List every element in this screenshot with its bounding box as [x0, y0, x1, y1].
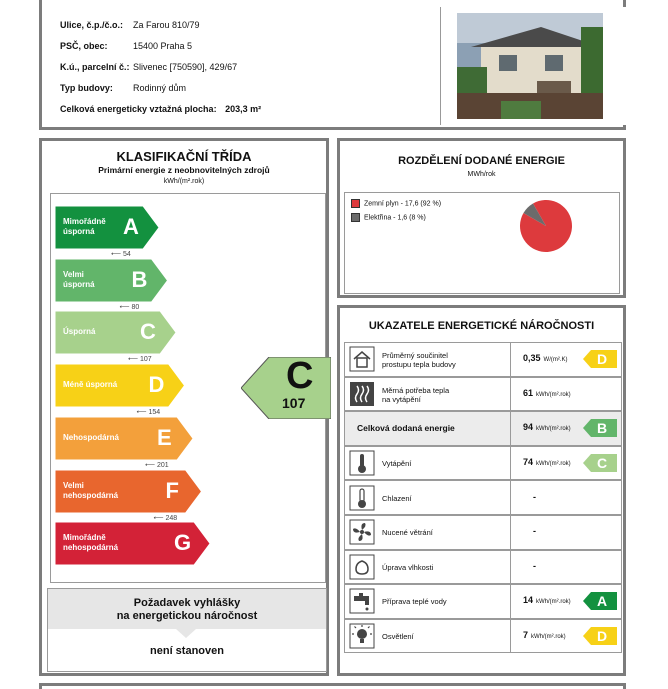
- class-badge: [583, 419, 617, 437]
- class-bar-label-line1: Mimořádně: [63, 533, 106, 543]
- indicator-row: [344, 619, 622, 654]
- result-class-value: 107: [282, 395, 306, 411]
- class-bar-label-line1: Nehospodárná: [63, 432, 120, 442]
- class-threshold-value: 54: [122, 251, 131, 258]
- distribution-chart-box: [344, 192, 620, 294]
- legend-swatch-electricity: [351, 213, 360, 222]
- indicator-label-line1: Průměrný součinitel: [382, 351, 448, 361]
- indicator-value-cell: [510, 378, 623, 411]
- requirement-pointer: [176, 629, 196, 638]
- energy-indicators-panel: [337, 305, 626, 676]
- indicator-label-line1: Chlazení: [382, 493, 412, 503]
- indicator-label: [382, 632, 414, 641]
- class-badge-letter: A: [597, 593, 608, 610]
- requirement-line1: Požadavek vyhlášky: [133, 597, 241, 609]
- indicator-number: 74: [523, 457, 534, 468]
- indicator-label-line1: Úprava vlhkosti: [382, 562, 434, 572]
- building-type-label: Typ budovy:: [60, 83, 113, 93]
- indicator-value: [523, 457, 571, 467]
- class-bar-g: [55, 522, 210, 565]
- indicator-unit: kWh/(m².rok): [536, 599, 571, 606]
- indicator-unit: kWh/(m².rok): [536, 461, 571, 468]
- indicator-label: [382, 528, 433, 537]
- class-bar-label-line2: nehospodárná: [63, 490, 119, 500]
- requirement-value: není stanoven: [150, 645, 224, 657]
- indicator-value: [523, 630, 566, 640]
- class-bar-label-line1: Méně úsporná: [63, 380, 118, 390]
- indicator-number: 7: [523, 630, 529, 641]
- indicator-number: 14: [523, 595, 534, 606]
- indicator-label-line2: prostupu tepla budovy: [382, 360, 456, 370]
- class-badge: [583, 627, 617, 645]
- class-bar-label: [63, 270, 95, 290]
- class-bar-label-line1: Mimořádně: [63, 217, 106, 226]
- class-threshold-value: 80: [131, 303, 140, 311]
- class-badge: [583, 350, 617, 368]
- indicator-unit: W/(m².K): [543, 357, 568, 364]
- class-bar-a: [55, 206, 159, 249]
- area-value: 203,3 m²: [225, 104, 262, 114]
- indicator-unit: kWh/(m².rok): [536, 426, 571, 433]
- lightbulb-icon: [349, 623, 375, 649]
- class-bar-letter: B: [131, 266, 148, 292]
- class-threshold: [128, 355, 152, 363]
- class-bar-f: [55, 470, 202, 513]
- distribution-unit: MWh/rok: [467, 171, 496, 178]
- class-bar-letter: A: [123, 214, 139, 239]
- indicator-label-line1: Celková dodaná energie: [357, 423, 455, 434]
- class-bar-label: [63, 217, 106, 237]
- class-threshold-value: 154: [148, 409, 161, 417]
- threshold-arrow-icon: ⟵: [153, 514, 166, 522]
- indicator-row: [344, 377, 622, 412]
- class-bar-e: [55, 417, 193, 460]
- class-bar-label-line2: úsporná: [63, 227, 95, 236]
- zip-value: 15400 Praha 5: [133, 41, 193, 51]
- requirement-line2: na energetickou náročnost: [116, 610, 258, 622]
- indicator-row: [344, 515, 622, 550]
- result-class-letter: C: [286, 355, 314, 397]
- energy-class-scale: [50, 193, 326, 583]
- indicator-number: -: [533, 491, 536, 502]
- class-bar-c: [55, 311, 176, 354]
- classification-panel: [39, 138, 329, 676]
- legend-item-electricity: [351, 213, 426, 222]
- class-threshold: [120, 303, 140, 311]
- indicator-label: [382, 459, 411, 468]
- threshold-arrow-icon: ⟵: [145, 461, 157, 469]
- building-photo: [440, 7, 626, 125]
- class-badge: [583, 454, 617, 472]
- indicators-title: UKAZATELE ENERGETICKÉ NÁROČNOSTI: [368, 320, 595, 332]
- indicator-value-cell: [510, 481, 623, 514]
- thermometer-cooling-icon: [349, 485, 375, 511]
- indicator-number: 0,35: [523, 353, 541, 364]
- distribution-pie-chart: [516, 196, 576, 256]
- class-threshold-value: 248: [165, 514, 178, 522]
- humidity-icon: [349, 554, 375, 580]
- class-bar-label: [63, 533, 118, 553]
- indicator-value: [523, 595, 571, 605]
- indicator-label-line1: Osvětlení: [382, 632, 414, 642]
- next-section-frame: [39, 683, 626, 689]
- address-row: [60, 20, 123, 30]
- indicator-value: [523, 422, 571, 432]
- indicator-value: [523, 388, 571, 398]
- indicator-value-cell: [510, 343, 623, 376]
- indicator-row: [344, 446, 622, 481]
- indicator-label: [382, 351, 456, 369]
- class-bar-label-line2: nehospodárná: [63, 543, 119, 553]
- address-value: Za Farou 810/79: [133, 20, 200, 30]
- indicator-label: [382, 563, 433, 572]
- indicator-label-line1: Vytápění: [382, 459, 412, 469]
- class-bar-label: [63, 481, 118, 501]
- indicator-value-cell: [510, 620, 623, 653]
- indicator-value: [533, 561, 536, 571]
- indicator-value-cell: [510, 585, 623, 618]
- indicator-value-cell: [510, 551, 623, 584]
- classification-subtitle: Primární energie z neobnovitelných zdrojů: [98, 165, 270, 175]
- class-threshold-value: 201: [156, 461, 169, 469]
- distribution-title: ROZDĚLENÍ DODANÉ ENERGIE: [398, 155, 565, 167]
- class-bar-letter: D: [148, 372, 165, 398]
- indicator-value: [533, 526, 536, 536]
- indicator-value-cell: [510, 412, 623, 445]
- indicator-value-cell: [510, 516, 623, 549]
- legend-item-gas: [351, 199, 441, 208]
- class-bar-d: [55, 364, 185, 407]
- legend-label-gas: Zemní plyn - 17,6 (92 %): [364, 200, 442, 208]
- zip-label: PSČ, obec:: [60, 41, 108, 51]
- class-threshold: [145, 461, 169, 469]
- class-bar-b: [55, 259, 168, 302]
- area-row: [60, 104, 261, 114]
- class-threshold: [111, 250, 131, 258]
- threshold-arrow-icon: ⟵: [128, 356, 140, 364]
- legend-label-electricity: Elektřina - 1,6 (8 %): [364, 214, 426, 222]
- class-threshold-value: 107: [139, 356, 152, 364]
- class-bar-label-line1: Velmi: [63, 269, 84, 279]
- indicator-number: 61: [523, 387, 534, 398]
- indicator-unit: kWh/(m².rok): [531, 634, 566, 641]
- legend-swatch-gas: [351, 199, 360, 208]
- indicator-label: [382, 386, 449, 404]
- indicator-row: [344, 342, 622, 377]
- class-badge-letter: D: [597, 628, 608, 645]
- indicator-row: [344, 480, 622, 515]
- address-label: Ulice, č.p./č.o.:: [60, 20, 124, 30]
- class-badge: [583, 592, 617, 610]
- indicator-label: [357, 424, 455, 433]
- class-bar-letter: G: [174, 530, 192, 556]
- class-badge-letter: D: [597, 351, 608, 368]
- classification-unit: kWh/(m².rok): [163, 178, 205, 185]
- requirement-heading: [48, 589, 326, 629]
- threshold-arrow-icon: ⟵: [119, 303, 132, 311]
- threshold-arrow-icon: ⟵: [111, 251, 123, 258]
- indicator-row: [344, 411, 622, 446]
- class-bar-label: [63, 327, 95, 337]
- indicator-label-line1: Měrná potřeba tepla: [382, 385, 450, 395]
- indicator-label-line1: Nucené větrání: [382, 528, 433, 538]
- indicator-number: 94: [523, 422, 534, 433]
- indicator-value: [523, 353, 568, 363]
- class-bar-letter: C: [140, 319, 156, 345]
- result-class-indicator: [241, 357, 331, 419]
- requirement-box: [47, 588, 327, 672]
- faucet-icon: [349, 588, 375, 614]
- indicator-label: [382, 597, 447, 606]
- indicator-number: -: [533, 526, 536, 537]
- class-bar-label-line2: úsporná: [63, 279, 95, 289]
- class-bar-label-line1: Velmi: [63, 480, 84, 490]
- fan-icon: [349, 519, 375, 545]
- building-type-value: Rodinný dům: [133, 83, 187, 93]
- house-icon: [349, 346, 375, 372]
- energy-distribution-panel: [337, 138, 626, 298]
- indicator-unit: kWh/(m².rok): [536, 391, 571, 398]
- thermometer-heating-icon: [349, 450, 375, 476]
- class-bar-label: [63, 380, 117, 390]
- class-threshold: [154, 514, 178, 522]
- indicator-label-line1: Příprava teplé vody: [382, 597, 447, 607]
- classification-title: KLASIFIKAČNÍ TŘÍDA: [116, 149, 252, 164]
- indicator-row: [344, 584, 622, 619]
- threshold-arrow-icon: ⟵: [136, 409, 149, 417]
- indicator-row: [344, 550, 622, 585]
- class-bar-letter: F: [165, 477, 179, 503]
- class-bar-label-line1: Úsporná: [63, 327, 96, 337]
- indicator-value-cell: [510, 447, 623, 480]
- indicator-label-line2: na vytápění: [382, 394, 421, 404]
- indicator-label: [382, 494, 412, 503]
- class-badge-letter: B: [597, 420, 608, 437]
- heat-waves-icon: [349, 381, 375, 407]
- indicator-number: -: [533, 560, 536, 571]
- class-bar-label: [63, 433, 119, 443]
- cadastre-value: Slivenec [750590], 429/67: [133, 62, 238, 72]
- class-threshold: [137, 408, 161, 416]
- building-info-panel: [39, 0, 626, 130]
- class-badge-letter: C: [597, 455, 608, 472]
- indicator-value: [533, 492, 536, 502]
- area-label: Celková energeticky vztažná plocha:: [60, 104, 217, 114]
- class-bar-letter: E: [157, 424, 172, 450]
- cadastre-label: K.ú., parcelní č.:: [60, 62, 130, 72]
